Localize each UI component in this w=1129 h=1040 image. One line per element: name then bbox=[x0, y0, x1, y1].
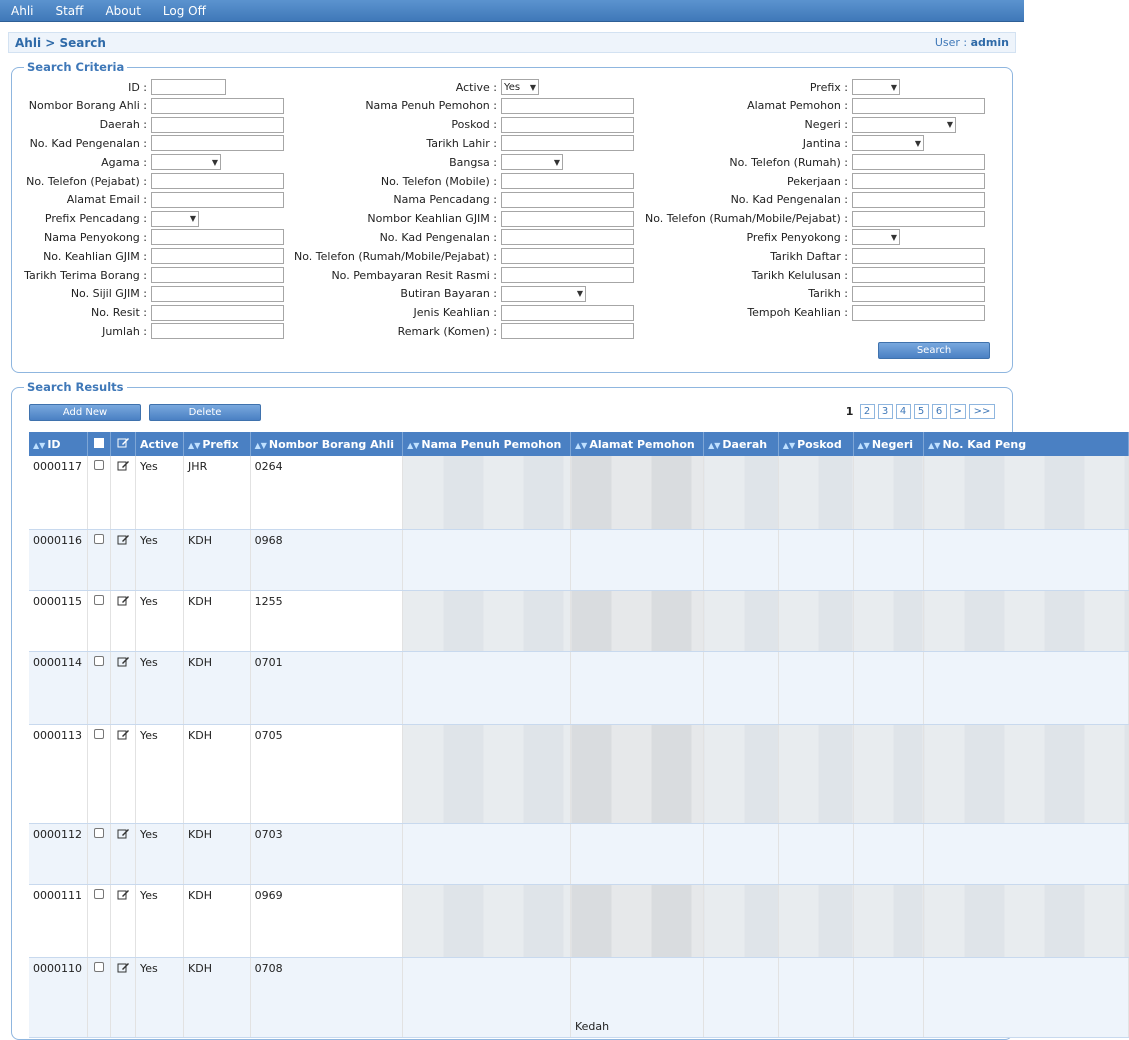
tarikh-daftar-label: Tarikh Daftar : bbox=[770, 249, 848, 263]
cell-kad-redacted bbox=[924, 456, 1129, 529]
cell-poskod-redacted bbox=[778, 823, 853, 884]
prefix-pencadang-label: Prefix Pencadang : bbox=[44, 212, 147, 226]
row-checkbox[interactable] bbox=[94, 656, 104, 666]
edit-icon[interactable] bbox=[117, 595, 130, 606]
jumlah-label: Jumlah : bbox=[102, 324, 147, 338]
column-header-label: No. Kad Peng bbox=[942, 437, 1027, 451]
no-kad-pengenalan-input[interactable] bbox=[852, 192, 985, 208]
page-current: 1 bbox=[845, 405, 854, 418]
cell-prefix: KDH bbox=[184, 724, 251, 823]
column-header-label: Daerah bbox=[722, 437, 768, 451]
no-telefon-rumah-mobile-pejabat-label: No. Telefon (Rumah/Mobile/Pejabat) : bbox=[294, 249, 497, 263]
column-header-label: Nama Penuh Pemohon bbox=[421, 437, 562, 451]
row-checkbox[interactable] bbox=[94, 889, 104, 899]
alamat-pemohon-input[interactable] bbox=[852, 98, 985, 114]
cell-poskod-redacted bbox=[778, 456, 853, 529]
cell-alamat bbox=[571, 823, 704, 884]
column-header-daerah[interactable] bbox=[704, 432, 779, 456]
cell-active: Yes bbox=[135, 590, 183, 651]
nama-penyokong-label: Nama Penyokong : bbox=[43, 230, 147, 244]
page-link-3[interactable]: 3 bbox=[878, 404, 893, 419]
column-header-label: ID bbox=[47, 437, 61, 451]
cell-daerah-redacted bbox=[704, 456, 779, 529]
edit-icon[interactable] bbox=[117, 656, 130, 667]
cell-poskod-redacted bbox=[778, 724, 853, 823]
column-header-label: Poskod bbox=[797, 437, 842, 451]
edit-icon[interactable] bbox=[117, 460, 130, 471]
sort-icon[interactable]: ▲▼ bbox=[188, 440, 201, 450]
cell-prefix: KDH bbox=[184, 957, 251, 1037]
alamat-visible-text: Kedah bbox=[575, 1019, 610, 1033]
nombor-borang-ahli-label: Nombor Borang Ahli : bbox=[28, 99, 147, 113]
no-pembayaran-resit-rasmi-label: No. Pembayaran Resit Rasmi : bbox=[331, 268, 497, 282]
active-label: Active : bbox=[455, 80, 497, 94]
no-telefon-pejabat-label: No. Telefon (Pejabat) : bbox=[26, 174, 147, 188]
chevron-down-icon: ▼ bbox=[946, 120, 953, 130]
bangsa-label: Bangsa : bbox=[449, 155, 497, 169]
no-telefon-rumah-input[interactable] bbox=[852, 154, 985, 170]
column-header-nama-penuh-pemohon[interactable] bbox=[403, 432, 571, 456]
daerah-label: Daerah : bbox=[99, 118, 147, 132]
cell-kad-redacted bbox=[924, 724, 1129, 823]
tarikh-terima-borang-label: Tarikh Terima Borang : bbox=[24, 268, 147, 282]
tarikh-label: Tarikh : bbox=[808, 287, 848, 301]
chevron-down-icon: ▼ bbox=[529, 82, 536, 92]
tarikh-kelulusan-input[interactable] bbox=[852, 267, 985, 283]
cell-select[interactable] bbox=[87, 724, 111, 823]
cell-negeri-redacted bbox=[853, 456, 924, 529]
cell-edit[interactable] bbox=[111, 590, 136, 651]
cell-nombor-borang: 0705 bbox=[250, 724, 403, 823]
cell-negeri-redacted bbox=[853, 590, 924, 651]
breadcrumb: Ahli > Search bbox=[15, 35, 106, 50]
cell-edit[interactable] bbox=[111, 957, 136, 1037]
select-all-checkbox-header[interactable] bbox=[87, 432, 111, 456]
butiran-bayaran-label: Butiran Bayaran : bbox=[400, 287, 497, 301]
cell-active: Yes bbox=[135, 823, 183, 884]
cell-nombor-borang: 1255 bbox=[250, 590, 403, 651]
add-new-button[interactable]: Add New bbox=[29, 404, 141, 421]
no-resit-label: No. Resit : bbox=[91, 306, 147, 320]
cell-prefix: KDH bbox=[184, 590, 251, 651]
cell-nombor-borang: 0968 bbox=[250, 529, 403, 590]
search-results-legend: Search Results bbox=[27, 380, 124, 394]
page-last-link[interactable]: >> bbox=[969, 404, 995, 419]
cell-daerah-redacted bbox=[704, 529, 779, 590]
remark-komen-input[interactable] bbox=[501, 323, 634, 339]
cell-daerah-redacted bbox=[704, 884, 779, 957]
cell-nama-redacted bbox=[403, 957, 571, 1037]
no-kad-pengenalan-label: No. Kad Pengenalan : bbox=[730, 193, 848, 207]
sort-icon[interactable]: ▲▼ bbox=[254, 440, 267, 450]
agama-label: Agama : bbox=[101, 155, 147, 169]
jantina-select[interactable] bbox=[852, 135, 924, 151]
cell-edit[interactable] bbox=[111, 724, 136, 823]
cell-nombor-borang: 0701 bbox=[250, 651, 403, 724]
page-link-5[interactable]: 5 bbox=[914, 404, 929, 419]
cell-kad-redacted bbox=[924, 957, 1129, 1037]
cell-negeri-redacted bbox=[853, 724, 924, 823]
search-criteria-legend: Search Criteria bbox=[27, 60, 125, 74]
column-header-alamat-pemohon[interactable] bbox=[571, 432, 704, 456]
poskod-label: Poskod : bbox=[451, 118, 497, 132]
cell-edit[interactable] bbox=[111, 823, 136, 884]
sort-icon[interactable]: ▲▼ bbox=[33, 440, 46, 450]
column-header-no-kad-peng[interactable] bbox=[924, 432, 1129, 456]
cell-daerah-redacted bbox=[704, 651, 779, 724]
table-row[interactable] bbox=[29, 957, 1129, 1037]
tarikh-daftar-input[interactable] bbox=[852, 248, 985, 264]
table-row[interactable] bbox=[29, 456, 1129, 529]
nama-penuh-pemohon-label: Nama Penuh Pemohon : bbox=[365, 99, 497, 113]
cell-kad-redacted bbox=[924, 823, 1129, 884]
results-table bbox=[29, 432, 1129, 1038]
prefix-penyokong-select[interactable] bbox=[852, 229, 900, 245]
cell-poskod-redacted bbox=[778, 957, 853, 1037]
cell-nama-redacted bbox=[403, 823, 571, 884]
cell-select[interactable] bbox=[87, 884, 111, 957]
cell-nama-redacted bbox=[403, 590, 571, 651]
table-row[interactable] bbox=[29, 724, 1129, 823]
no-telefon-rumah-mobile-pejabat-label: No. Telefon (Rumah/Mobile/Pejabat) : bbox=[645, 212, 848, 226]
cell-prefix: JHR bbox=[184, 456, 251, 529]
active-select-value: Yes bbox=[504, 81, 521, 93]
cell-id: 0000116 bbox=[29, 529, 87, 590]
nav-log-off[interactable]: Log Off bbox=[162, 3, 206, 18]
cell-edit[interactable] bbox=[111, 456, 136, 529]
cell-active: Yes bbox=[135, 957, 183, 1037]
prefix-penyokong-label: Prefix Penyokong : bbox=[746, 230, 848, 244]
cell-kad-redacted bbox=[924, 884, 1129, 957]
user-info bbox=[935, 36, 1009, 49]
page-link-4[interactable]: 4 bbox=[896, 404, 911, 419]
nama-pencadang-label: Nama Pencadang : bbox=[393, 193, 497, 207]
sort-icon[interactable]: ▲▼ bbox=[575, 440, 588, 450]
cell-poskod-redacted bbox=[778, 651, 853, 724]
no-keahlian-gjim-label: No. Keahlian GJIM : bbox=[43, 249, 147, 263]
cell-id: 0000115 bbox=[29, 590, 87, 651]
cell-alamat bbox=[571, 884, 704, 957]
sort-icon[interactable]: ▲▼ bbox=[857, 440, 870, 450]
column-header-id[interactable] bbox=[29, 432, 87, 456]
cell-id: 0000111 bbox=[29, 884, 87, 957]
cell-daerah-redacted bbox=[704, 724, 779, 823]
jantina-label: Jantina : bbox=[802, 136, 848, 150]
cell-kad-redacted bbox=[924, 529, 1129, 590]
edit-icon[interactable] bbox=[117, 534, 130, 545]
cell-select[interactable] bbox=[87, 456, 111, 529]
cell-select[interactable] bbox=[87, 529, 111, 590]
no-telefon-rumah-label: No. Telefon (Rumah) : bbox=[729, 155, 848, 169]
cell-kad-redacted bbox=[924, 651, 1129, 724]
table-row[interactable] bbox=[29, 884, 1129, 957]
cell-daerah-redacted bbox=[704, 823, 779, 884]
column-header-label: Negeri bbox=[871, 437, 914, 451]
page-link-2[interactable]: 2 bbox=[860, 404, 875, 419]
cell-select[interactable] bbox=[87, 823, 111, 884]
cell-active: Yes bbox=[135, 724, 183, 823]
page-link-6[interactable]: 6 bbox=[932, 404, 947, 419]
no-telefon-mobile-label: No. Telefon (Mobile) : bbox=[380, 174, 497, 188]
prefix-pencadang-select[interactable] bbox=[151, 211, 199, 227]
prefix-select[interactable] bbox=[852, 79, 900, 95]
tarikh-input[interactable] bbox=[852, 286, 985, 302]
cell-active: Yes bbox=[135, 456, 183, 529]
tarikh-lahir-label: Tarikh Lahir : bbox=[426, 136, 497, 150]
table-row[interactable] bbox=[29, 590, 1129, 651]
column-header-label: Active bbox=[139, 437, 179, 451]
top-nav bbox=[0, 0, 1024, 22]
cell-alamat bbox=[571, 724, 704, 823]
cell-id: 0000117 bbox=[29, 456, 87, 529]
cell-id: 0000110 bbox=[29, 957, 87, 1037]
breadcrumb-bar bbox=[8, 32, 1016, 53]
search-button[interactable]: Search bbox=[878, 342, 990, 359]
chevron-down-icon: ▼ bbox=[890, 82, 897, 92]
edit-icon[interactable] bbox=[117, 729, 130, 740]
cell-active: Yes bbox=[135, 529, 183, 590]
cell-nama-redacted bbox=[403, 529, 571, 590]
chevron-down-icon: ▼ bbox=[189, 214, 196, 224]
alamat-email-label: Alamat Email : bbox=[66, 193, 147, 207]
cell-prefix: KDH bbox=[184, 651, 251, 724]
row-checkbox[interactable] bbox=[94, 828, 104, 838]
column-header-nombor-borang-ahli[interactable] bbox=[250, 432, 403, 456]
tempoh-keahlian-label: Tempoh Keahlian : bbox=[747, 306, 848, 320]
nav-staff[interactable]: Staff bbox=[55, 3, 84, 18]
delete-button[interactable]: Delete bbox=[149, 404, 261, 421]
cell-nama-redacted bbox=[403, 884, 571, 957]
cell-active: Yes bbox=[135, 884, 183, 957]
user-label: User : bbox=[934, 36, 968, 49]
cell-negeri-redacted bbox=[853, 823, 924, 884]
column-header-label: Nombor Borang Ahli bbox=[268, 437, 395, 451]
page-next-link[interactable]: > bbox=[950, 404, 966, 419]
cell-poskod-redacted bbox=[778, 884, 853, 957]
cell-negeri-redacted bbox=[853, 651, 924, 724]
pekerjaan-input[interactable] bbox=[852, 173, 985, 189]
results-table-wrap[interactable] bbox=[29, 432, 1027, 1033]
cell-daerah-redacted bbox=[704, 957, 779, 1037]
cell-edit[interactable] bbox=[111, 884, 136, 957]
cell-kad-redacted bbox=[924, 590, 1129, 651]
row-checkbox[interactable] bbox=[94, 534, 104, 544]
no-sijil-gjim-label: No. Sijil GJIM : bbox=[70, 287, 147, 301]
chevron-down-icon: ▼ bbox=[553, 157, 560, 167]
edit-icon bbox=[117, 437, 130, 448]
chevron-down-icon: ▼ bbox=[576, 289, 583, 299]
cell-select[interactable] bbox=[87, 651, 111, 724]
cell-alamat bbox=[571, 957, 704, 1037]
sort-icon[interactable]: ▲▼ bbox=[708, 440, 721, 450]
column-header-poskod[interactable] bbox=[778, 432, 853, 456]
sort-icon[interactable]: ▲▼ bbox=[407, 440, 420, 450]
cell-select[interactable] bbox=[87, 957, 111, 1037]
cell-poskod-redacted bbox=[778, 529, 853, 590]
cell-negeri-redacted bbox=[853, 884, 924, 957]
user-name: admin bbox=[970, 36, 1009, 49]
cell-prefix: KDH bbox=[184, 884, 251, 957]
column-header-active[interactable] bbox=[135, 432, 183, 456]
row-checkbox[interactable] bbox=[94, 460, 104, 470]
cell-nombor-borang: 0703 bbox=[250, 823, 403, 884]
tarikh-kelulusan-label: Tarikh Kelulusan : bbox=[751, 268, 848, 282]
cell-edit[interactable] bbox=[111, 651, 136, 724]
sort-icon[interactable]: ▲▼ bbox=[782, 440, 796, 450]
no-kad-pengenalan-label: No. Kad Pengenalan : bbox=[379, 230, 497, 244]
cell-nama-redacted bbox=[403, 456, 571, 529]
cell-negeri-redacted bbox=[853, 529, 924, 590]
table-row[interactable] bbox=[29, 651, 1129, 724]
negeri-select[interactable] bbox=[852, 117, 956, 133]
id-label: ID : bbox=[128, 80, 147, 94]
chevron-down-icon: ▼ bbox=[890, 232, 897, 242]
nav-ahli[interactable]: Ahli bbox=[11, 3, 34, 18]
cell-nombor-borang: 0264 bbox=[250, 456, 403, 529]
column-header-negeri[interactable] bbox=[853, 432, 924, 456]
row-checkbox[interactable] bbox=[94, 729, 104, 739]
active-select[interactable] bbox=[501, 79, 539, 95]
cell-id: 0000113 bbox=[29, 724, 87, 823]
jenis-keahlian-label: Jenis Keahlian : bbox=[413, 306, 497, 320]
prefix-label: Prefix : bbox=[809, 80, 848, 94]
cell-nama-redacted bbox=[403, 724, 571, 823]
cell-prefix: KDH bbox=[184, 823, 251, 884]
cell-alamat bbox=[571, 456, 704, 529]
no-kad-pengenalan-label: No. Kad Pengenalan : bbox=[29, 136, 147, 150]
edit-icon[interactable] bbox=[117, 962, 130, 973]
pagination bbox=[843, 404, 995, 419]
alamat-pemohon-label: Alamat Pemohon : bbox=[747, 99, 848, 113]
cell-alamat bbox=[571, 529, 704, 590]
column-header-prefix[interactable] bbox=[184, 432, 251, 456]
cell-nombor-borang: 0708 bbox=[250, 957, 403, 1037]
chevron-down-icon: ▼ bbox=[914, 138, 921, 148]
pekerjaan-label: Pekerjaan : bbox=[787, 174, 848, 188]
cell-alamat bbox=[571, 590, 704, 651]
cell-alamat bbox=[571, 651, 704, 724]
sort-icon[interactable]: ▲▼ bbox=[928, 440, 941, 450]
cell-poskod-redacted bbox=[778, 590, 853, 651]
cell-active: Yes bbox=[135, 651, 183, 724]
negeri-label: Negeri : bbox=[804, 118, 848, 132]
column-header-label: Prefix bbox=[202, 437, 239, 451]
cell-id: 0000112 bbox=[29, 823, 87, 884]
edit-icon[interactable] bbox=[117, 889, 130, 900]
table-row[interactable] bbox=[29, 823, 1129, 884]
remark-komen-label: Remark (Komen) : bbox=[397, 324, 497, 338]
cell-prefix: KDH bbox=[184, 529, 251, 590]
cell-nombor-borang: 0969 bbox=[250, 884, 403, 957]
chevron-down-icon: ▼ bbox=[211, 157, 218, 167]
cell-edit[interactable] bbox=[111, 529, 136, 590]
nombor-keahlian-gjim-label: Nombor Keahlian GJIM : bbox=[367, 212, 497, 226]
table-row[interactable] bbox=[29, 529, 1129, 590]
cell-daerah-redacted bbox=[704, 590, 779, 651]
tempoh-keahlian-input[interactable] bbox=[852, 305, 985, 321]
cell-nama-redacted bbox=[403, 651, 571, 724]
column-header-label: Alamat Pemohon bbox=[589, 437, 695, 451]
row-checkbox[interactable] bbox=[94, 595, 104, 605]
cell-id: 0000114 bbox=[29, 651, 87, 724]
row-checkbox[interactable] bbox=[94, 962, 104, 972]
no-telefon-rumah-mobile-pejabat-input[interactable] bbox=[852, 211, 985, 227]
edit-column-header[interactable] bbox=[111, 432, 136, 456]
select-all-checkbox[interactable] bbox=[94, 438, 104, 448]
edit-icon[interactable] bbox=[117, 828, 130, 839]
nav-about[interactable]: About bbox=[105, 3, 141, 18]
cell-select[interactable] bbox=[87, 590, 111, 651]
cell-negeri-redacted bbox=[853, 957, 924, 1037]
